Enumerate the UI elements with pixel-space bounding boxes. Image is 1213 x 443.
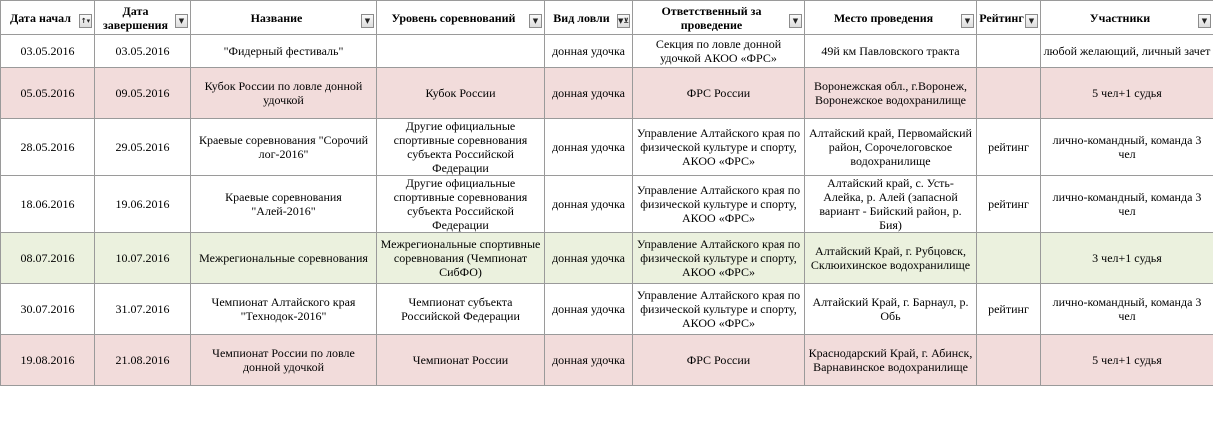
- cell-rating[interactable]: [977, 35, 1041, 68]
- cell-name[interactable]: "Фидерный фестиваль": [191, 35, 377, 68]
- cell-level[interactable]: Другие официальные спортивные соревнования субъекта Российской Федерации: [377, 119, 545, 176]
- cell-start-date[interactable]: 30.07.2016: [1, 284, 95, 335]
- cell-rating[interactable]: [977, 335, 1041, 386]
- column-header-level: [377, 1, 545, 35]
- column-header-label: Вид ловли: [553, 10, 610, 25]
- dropdown-icon[interactable]: ▼: [1198, 14, 1211, 28]
- header-row: [1, 1, 1213, 35]
- cell-start-date[interactable]: 19.08.2016: [1, 335, 95, 386]
- cell-fishing-type[interactable]: донная удочка: [545, 68, 633, 119]
- cell-fishing-type[interactable]: донная удочка: [545, 233, 633, 284]
- sort-ascending-icon[interactable]: ↑▾: [79, 14, 92, 28]
- cell-name[interactable]: Чемпионат России по ловле донной удочкой: [191, 335, 377, 386]
- cell-start-date[interactable]: 03.05.2016: [1, 35, 95, 68]
- cell-start-date[interactable]: 18.06.2016: [1, 176, 95, 233]
- cell-name[interactable]: Чемпионат Алтайского края "Технодок-2016": [191, 284, 377, 335]
- cell-end-date[interactable]: 29.05.2016: [95, 119, 191, 176]
- cell-participants[interactable]: любой желающий, личный зачет: [1041, 35, 1213, 68]
- cell-venue[interactable]: Алтайский край, Первомайский район, Сорочелоговское водохранилище: [805, 119, 977, 176]
- column-header-fishing-type: [545, 1, 633, 35]
- cell-participants[interactable]: 5 чел+1 судья: [1041, 68, 1213, 119]
- column-header-name: [191, 1, 377, 35]
- column-header-responsible: [633, 1, 805, 35]
- column-header-label: Рейтинг: [979, 10, 1024, 25]
- cell-name[interactable]: Краевые соревнования "Алей-2016": [191, 176, 377, 233]
- cell-name[interactable]: Кубок России по ловле донной удочкой: [191, 68, 377, 119]
- cell-fishing-type[interactable]: донная удочка: [545, 284, 633, 335]
- cell-responsible[interactable]: Управление Алтайского края по физической культуре и спорту, АКОО «ФРС»: [633, 284, 805, 335]
- table-row: [1, 233, 1213, 284]
- cell-venue[interactable]: Воронежская обл., г.Воронеж, Воронежское водохранилище: [805, 68, 977, 119]
- dropdown-icon[interactable]: ▼: [789, 14, 802, 28]
- cell-level[interactable]: Чемпионат субъекта Российской Федерации: [377, 284, 545, 335]
- column-header-start-date: [1, 1, 95, 35]
- cell-rating[interactable]: рейтинг: [977, 119, 1041, 176]
- dropdown-icon[interactable]: ▼: [529, 14, 542, 28]
- cell-participants[interactable]: лично-командный, команда 3 чел: [1041, 176, 1213, 233]
- dropdown-icon[interactable]: ▼: [361, 14, 374, 28]
- cell-fishing-type[interactable]: донная удочка: [545, 119, 633, 176]
- cell-end-date[interactable]: 21.08.2016: [95, 335, 191, 386]
- column-header-label: Место проведения: [833, 10, 934, 25]
- cell-rating[interactable]: [977, 233, 1041, 284]
- dropdown-icon[interactable]: ▼: [1025, 14, 1038, 28]
- cell-level[interactable]: [377, 35, 545, 68]
- cell-rating[interactable]: рейтинг: [977, 284, 1041, 335]
- table-row: [1, 119, 1213, 176]
- cell-start-date[interactable]: 08.07.2016: [1, 233, 95, 284]
- cell-venue[interactable]: Алтайский Край, г. Рубцовск, Склюихинское водохранилище: [805, 233, 977, 284]
- column-header-label: Уровень соревнований: [391, 10, 516, 25]
- cell-responsible[interactable]: Управление Алтайского края по физической культуре и спорту, АКОО «ФРС»: [633, 176, 805, 233]
- filter-active-icon[interactable]: ▼⊻: [617, 14, 630, 28]
- cell-level[interactable]: Межрегиональные спортивные соревнования (Чемпионат СибФО): [377, 233, 545, 284]
- column-header-label: Ответственный за проведение: [661, 3, 762, 32]
- column-header-venue: [805, 1, 977, 35]
- cell-end-date[interactable]: 03.05.2016: [95, 35, 191, 68]
- table-row: [1, 68, 1213, 119]
- cell-end-date[interactable]: 31.07.2016: [95, 284, 191, 335]
- column-header-label: Дата завершения: [102, 3, 169, 32]
- column-header-participants: [1041, 1, 1213, 35]
- cell-responsible[interactable]: ФРС России: [633, 68, 805, 119]
- cell-participants[interactable]: 5 чел+1 судья: [1041, 335, 1213, 386]
- table-row: [1, 335, 1213, 386]
- column-header-rating: [977, 1, 1041, 35]
- cell-participants[interactable]: лично-командный, команда 3 чел: [1041, 119, 1213, 176]
- cell-end-date[interactable]: 09.05.2016: [95, 68, 191, 119]
- table-row: [1, 35, 1213, 68]
- cell-start-date[interactable]: 05.05.2016: [1, 68, 95, 119]
- column-header-end-date: [95, 1, 191, 35]
- cell-fishing-type[interactable]: донная удочка: [545, 176, 633, 233]
- cell-venue[interactable]: 49й км Павловского тракта: [805, 35, 977, 68]
- cell-fishing-type[interactable]: донная удочка: [545, 335, 633, 386]
- cell-end-date[interactable]: 19.06.2016: [95, 176, 191, 233]
- cell-end-date[interactable]: 10.07.2016: [95, 233, 191, 284]
- cell-rating[interactable]: рейтинг: [977, 176, 1041, 233]
- cell-name[interactable]: Межрегиональные соревнования: [191, 233, 377, 284]
- cell-participants[interactable]: 3 чел+1 судья: [1041, 233, 1213, 284]
- cell-level[interactable]: Чемпионат России: [377, 335, 545, 386]
- cell-responsible[interactable]: Секция по ловле донной удочкой АКОО «ФРС»: [633, 35, 805, 68]
- dropdown-icon[interactable]: ▼: [961, 14, 974, 28]
- cell-rating[interactable]: [977, 68, 1041, 119]
- column-header-label: Название: [250, 10, 303, 25]
- cell-start-date[interactable]: 28.05.2016: [1, 119, 95, 176]
- column-header-label: Дата начал: [9, 10, 72, 25]
- table-row: [1, 284, 1213, 335]
- cell-responsible[interactable]: Управление Алтайского края по физической культуре и спорту, АКОО «ФРС»: [633, 119, 805, 176]
- cell-venue[interactable]: Алтайский Край, г. Барнаул, р. Обь: [805, 284, 977, 335]
- cell-responsible[interactable]: Управление Алтайского края по физической культуре и спорту, АКОО «ФРС»: [633, 233, 805, 284]
- cell-level[interactable]: Другие официальные спортивные соревнования субъекта Российской Федерации: [377, 176, 545, 233]
- cell-name[interactable]: Краевые соревнования "Сорочий лог-2016": [191, 119, 377, 176]
- cell-venue[interactable]: Алтайский край, с. Усть-Алейка, р. Алей (запасной вариант - Бийский район, р. Бия): [805, 176, 977, 233]
- dropdown-icon[interactable]: ▼: [175, 14, 188, 28]
- cell-level[interactable]: Кубок России: [377, 68, 545, 119]
- cell-responsible[interactable]: ФРС России: [633, 335, 805, 386]
- cell-participants[interactable]: лично-командный, команда 3 чел: [1041, 284, 1213, 335]
- cell-fishing-type[interactable]: донная удочка: [545, 35, 633, 68]
- column-header-label: Участники: [1089, 10, 1151, 25]
- table-row: [1, 176, 1213, 233]
- cell-venue[interactable]: Краснодарский Край, г. Абинск, Варнавинское водохранилище: [805, 335, 977, 386]
